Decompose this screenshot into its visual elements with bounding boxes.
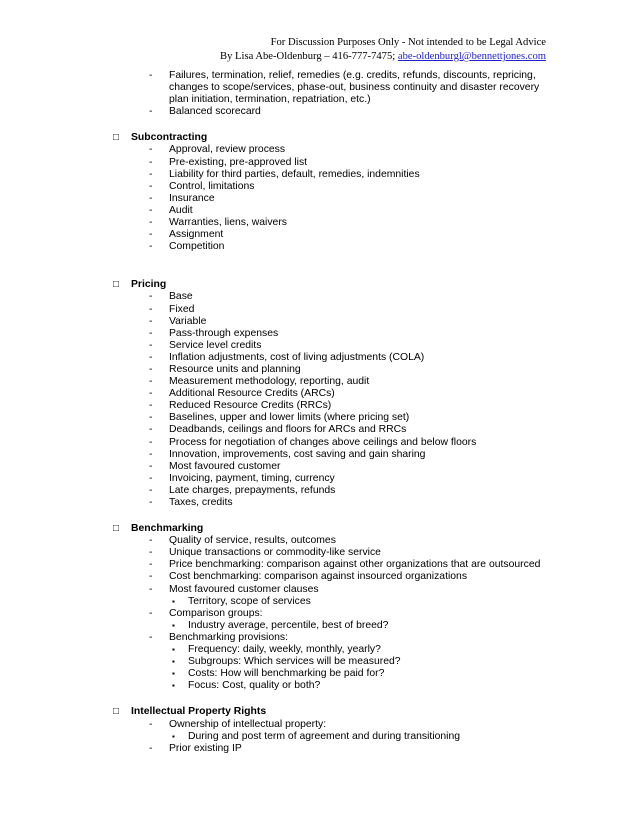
- list-item-text: Unique transactions or commodity-like service: [169, 547, 381, 559]
- list-item-text: Late charges, prepayments, refunds: [169, 484, 336, 496]
- list-item: [0, 388, 638, 400]
- list-item: [0, 340, 638, 352]
- dash-marker: -: [149, 144, 153, 156]
- list-item: [0, 157, 638, 169]
- sub-list-item: [0, 668, 638, 680]
- list-item: [0, 449, 638, 461]
- page-header: [220, 36, 546, 64]
- dash-marker: -: [149, 497, 153, 508]
- list-item-text: plan initiation, termination, repatriation, etc.): [169, 94, 371, 106]
- list-item: [0, 316, 638, 328]
- list-item-text: Additional Resource Credits (ARCs): [169, 388, 335, 400]
- dash-marker: -: [149, 376, 153, 388]
- comparison-sublist: [0, 620, 638, 632]
- section-heading-pricing: [0, 279, 638, 291]
- list-item-text: Territory, scope of services: [188, 595, 311, 607]
- list-item-text: Most favoured customer clauses: [169, 583, 319, 595]
- list-item-text: Failures, termination, relief, remedies (e.g. credits, refunds, discounts, repricing,: [169, 70, 536, 81]
- list-item-text: Focus: Cost, quality or both?: [188, 680, 321, 692]
- dash-marker: -: [149, 168, 153, 180]
- list-item: [0, 400, 638, 412]
- list-item: [0, 217, 638, 229]
- list-item: [0, 424, 638, 436]
- list-item-text: Variable: [169, 315, 207, 327]
- list-item: [0, 144, 638, 156]
- document-body: [0, 70, 638, 755]
- disclaimer-line: For Discussion Purposes Only - Not intended to be Legal Advice: [270, 37, 546, 48]
- author-line: [220, 50, 546, 64]
- list-item-text: Quality of service, results, outcomes: [169, 535, 336, 547]
- dash-marker: -: [149, 192, 153, 204]
- list-item: [0, 181, 638, 193]
- dash-marker: -: [149, 388, 153, 400]
- dash-marker: -: [149, 400, 153, 412]
- author-contact: By Lisa Abe-Oldenburg – 416-777-7475;: [220, 51, 398, 62]
- list-item-text: Inflation adjustments, cost of living adjustments (COLA): [169, 351, 425, 363]
- list-item-text: Balanced scorecard: [169, 106, 261, 118]
- dash-marker: -: [149, 106, 153, 118]
- list-item-text: Approval, review process: [169, 144, 286, 156]
- list-item-text: Fixed: [169, 303, 195, 315]
- list-item: [0, 535, 638, 547]
- dash-marker: -: [149, 547, 153, 559]
- list-item: [0, 205, 638, 217]
- list-item: [0, 376, 638, 388]
- dash-marker: -: [149, 217, 153, 229]
- list-item: [0, 584, 638, 596]
- list-item: [0, 485, 638, 497]
- list-item-text: Most favoured customer: [169, 460, 281, 472]
- author-email-link[interactable]: abe-oldenburgl@bennettjones.com: [397, 51, 546, 62]
- subcontracting-list: [0, 144, 638, 253]
- dash-marker: -: [149, 571, 153, 583]
- dash-marker: -: [149, 448, 153, 460]
- sub-list-item: [0, 680, 638, 692]
- list-item-text: Invoicing, payment, timing, currency: [169, 472, 335, 484]
- list-item-text: Reduced Resource Credits (RRCs): [169, 400, 332, 412]
- list-item-text: Innovation, improvements, cost saving and gain sharing: [169, 448, 426, 460]
- list-item: [0, 364, 638, 376]
- dash-marker: -: [149, 424, 153, 436]
- section-title: Benchmarking: [131, 523, 204, 535]
- checkbox-icon: □: [113, 523, 120, 535]
- dash-marker: -: [149, 742, 153, 754]
- list-item-text: changes to scope/services, phase-out, business continuity and disaster recovery: [169, 82, 540, 94]
- dash-marker: -: [149, 303, 153, 315]
- sub-list-item: [0, 620, 638, 632]
- list-item: [0, 328, 638, 340]
- list-item: [0, 412, 638, 424]
- dash-marker: -: [149, 351, 153, 363]
- dash-marker: -: [149, 484, 153, 496]
- list-item: [0, 473, 638, 485]
- list-item-text: Process for negotiation of changes above ceilings and below floors: [169, 436, 477, 448]
- list-item: [0, 304, 638, 316]
- list-item-text: Base: [169, 291, 193, 303]
- sub-list-item: [0, 656, 638, 668]
- list-item: [0, 437, 638, 449]
- list-item: [0, 743, 638, 755]
- list-item: [0, 719, 638, 731]
- sub-list-item: [0, 731, 638, 743]
- dash-marker: -: [149, 631, 153, 643]
- list-item: [0, 106, 638, 118]
- checkbox-icon: □: [113, 279, 120, 291]
- dash-marker: -: [149, 436, 153, 448]
- dash-marker: -: [149, 327, 153, 339]
- list-item: [0, 70, 638, 82]
- dash-marker: -: [149, 156, 153, 168]
- square-bullet-icon: ▪: [172, 596, 175, 606]
- dash-marker: -: [149, 291, 153, 303]
- dash-marker: -: [149, 204, 153, 216]
- list-item-text: Comparison groups:: [169, 607, 263, 619]
- list-item-continuation: [0, 82, 638, 94]
- list-item: [0, 193, 638, 205]
- list-item: [0, 608, 638, 620]
- square-bullet-icon: ▪: [172, 731, 175, 741]
- list-item: [0, 291, 638, 303]
- list-item: [0, 461, 638, 473]
- square-bullet-icon: ▪: [172, 645, 175, 655]
- provisions-sublist: [0, 644, 638, 692]
- list-item: [0, 571, 638, 583]
- dash-marker: -: [149, 363, 153, 375]
- dash-marker: -: [149, 412, 153, 424]
- dash-marker: -: [149, 339, 153, 351]
- dash-marker: -: [149, 315, 153, 327]
- list-item-text: Warranties, liens, waivers: [169, 217, 287, 229]
- list-item-text: Competition: [169, 241, 225, 253]
- list-item-text: Pre-existing, pre-approved list: [169, 156, 308, 168]
- mfc-sublist: [0, 596, 638, 608]
- list-item-text: Subgroups: Which services will be measured?: [188, 656, 401, 668]
- list-item-text: Ownership of intellectual property:: [169, 718, 327, 730]
- list-item-text: Frequency: daily, weekly, monthly, yearly?: [188, 644, 381, 656]
- dash-marker: -: [149, 607, 153, 619]
- list-item-text: Industry average, percentile, best of breed?: [188, 619, 389, 631]
- list-item: [0, 352, 638, 364]
- list-item-text: Liability for third parties, default, remedies, indemnities: [169, 168, 420, 180]
- dash-marker: -: [149, 535, 153, 547]
- list-item-text: Cost benchmarking: comparison against insourced organizations: [169, 571, 468, 583]
- dash-marker: -: [149, 718, 153, 730]
- section-title: Subcontracting: [131, 132, 208, 144]
- list-item-continuation: [0, 94, 638, 106]
- list-item-text: Costs: How will benchmarking be paid for?: [188, 668, 385, 680]
- list-item: [0, 559, 638, 571]
- list-item-text: Audit: [169, 204, 193, 216]
- checkbox-icon: □: [113, 132, 120, 144]
- sub-list-item: [0, 596, 638, 608]
- dash-marker: -: [149, 241, 153, 253]
- list-item: [0, 169, 638, 181]
- section-title: Intellectual Property Rights: [131, 706, 267, 718]
- dash-marker: -: [149, 180, 153, 192]
- dash-marker: -: [149, 559, 153, 571]
- square-bullet-icon: ▪: [172, 681, 175, 691]
- list-item-text: During and post term of agreement and during transitioning: [188, 730, 461, 742]
- pricing-list: [0, 291, 638, 509]
- list-item-text: Insurance: [169, 192, 215, 204]
- checkbox-icon: □: [113, 706, 120, 718]
- list-item-text: Assignment: [169, 229, 224, 241]
- list-item-text: Resource units and planning: [169, 363, 301, 375]
- list-item-text: Measurement methodology, reporting, audit: [169, 376, 370, 388]
- square-bullet-icon: ▪: [172, 657, 175, 667]
- list-item-text: Prior existing IP: [169, 742, 242, 754]
- square-bullet-icon: ▪: [172, 669, 175, 679]
- dash-marker: -: [149, 70, 153, 81]
- list-item-text: Benchmarking provisions:: [169, 631, 288, 643]
- section-heading-benchmarking: [0, 523, 638, 535]
- list-item: [0, 547, 638, 559]
- list-item: [0, 229, 638, 241]
- dash-marker: -: [149, 583, 153, 595]
- list-item-text: Control, limitations: [169, 180, 255, 192]
- section-title: Pricing: [131, 279, 167, 291]
- section-heading-ip: [0, 706, 638, 718]
- dash-marker: -: [149, 460, 153, 472]
- list-item-text: Service level credits: [169, 339, 262, 351]
- section-heading-subcontracting: [0, 132, 638, 144]
- list-item-text: Deadbands, ceilings and floors for ARCs and RRCs: [169, 424, 407, 436]
- dash-marker: -: [149, 472, 153, 484]
- list-item-text: Pass-through expenses: [169, 327, 279, 339]
- list-item-text: Taxes, credits: [169, 497, 233, 508]
- list-item: [0, 497, 638, 509]
- list-item-text: Baselines, upper and lower limits (where pricing set): [169, 412, 410, 424]
- list-item-text: Price benchmarking: comparison against other organizations that are outsourced: [169, 559, 541, 571]
- list-item: [0, 632, 638, 644]
- sub-list-item: [0, 644, 638, 656]
- list-item: [0, 241, 638, 253]
- ownership-sublist: [0, 731, 638, 743]
- square-bullet-icon: ▪: [172, 620, 175, 630]
- dash-marker: -: [149, 229, 153, 241]
